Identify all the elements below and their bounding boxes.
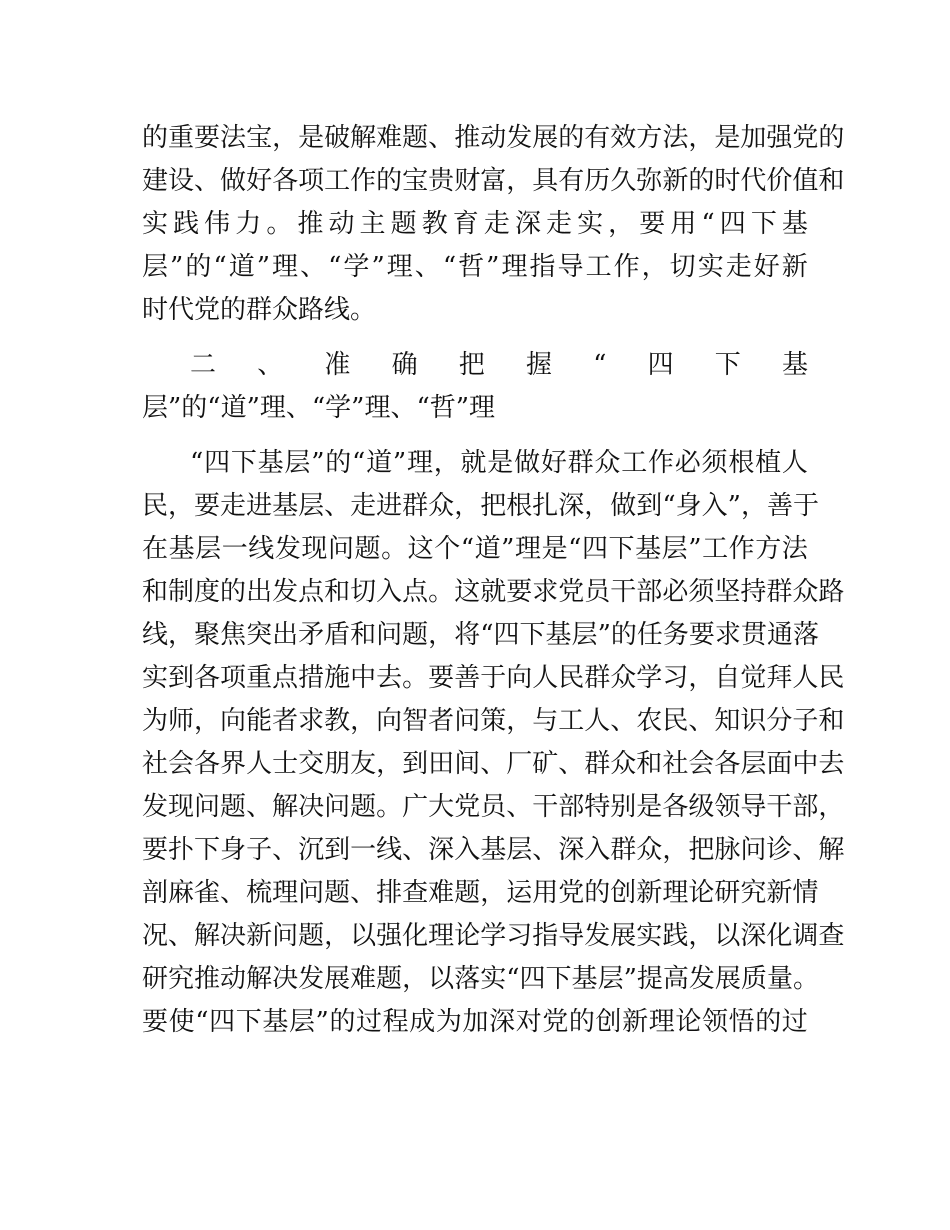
paragraph-line: 时代党的群众路线。	[142, 295, 377, 325]
section-heading-continued: 层”的“道”理、“学”理、“哲”理	[142, 393, 496, 423]
paragraph-line: 层 ” 的 “ 道 ” 理 、 “ 学 ” 理 、 “ 哲 ” 理 指 导 工 作 ， 切 实 走 好 新	[142, 252, 808, 282]
paragraph-line: 在 基 层 一 线 发 现 问 题 。 这 个 “ 道 ” 理 是 “ 四 下 基 层 ” 工 作 方 法	[142, 534, 808, 564]
paragraph-line: “ 四 下 基 层 ” 的 “ 道 ” 理 ， 就 是 做 好 群 众 工 作 必 须 根 植 人	[190, 448, 808, 478]
paragraph-line: 研 究 推 动 解 决 发 展 难 题 ， 以 落 实 “ 四 下 基 层 ” 提 高 发 展 质 量 。	[142, 964, 819, 994]
paragraph-line: 剖 麻 雀 、 梳 理 问 题 、 排 查 难 题 ， 运 用 党 的 创 新 理 论 研 究 新 情	[142, 878, 819, 908]
paragraph-line: 线 ， 聚 焦 突 出 矛 盾 和 问 题 ， 将 “ 四 下 基 层 ” 的 任 务 要 求 贯 通 落	[142, 620, 819, 650]
paragraph-line: 实 践 伟 力 。 推 动 主 题 教 育 走 深 走 实 ， 要 用 “ 四 下 基	[142, 209, 808, 239]
paragraph-line: 况 、 解 决 新 问 题 ， 以 强 化 理 论 学 习 指 导 发 展 实 践 ， 以 深 化 调 查	[142, 921, 845, 951]
paragraph-line: 发 现 问 题 、 解 决 问 题 。 广 大 党 员 、 干 部 特 别 是 各 级 领 导 干 部 ，	[142, 792, 845, 822]
paragraph-line: 建 设 、 做 好 各 项 工 作 的 宝 贵 财 富 ， 具 有 历 久 弥 新 的 时 代 价 值 和	[142, 166, 845, 196]
paragraph-line: 和 制 度 的 出 发 点 和 切 入 点 。 这 就 要 求 党 员 干 部 必 须 坚 持 群 众 路	[142, 577, 845, 607]
paragraph-line: 要 使 “ 四 下 基 层 ” 的 过 程 成 为 加 深 对 党 的 创 新 理 论 领 悟 的 过	[142, 1007, 808, 1037]
paragraph-line: 要 扑 下 身 子 、 沉 到 一 线 、 深 入 基 层 、 深 入 群 众 ， 把 脉 问 诊 、 解	[142, 835, 845, 865]
paragraph-line: 社 会 各 界 人 士 交 朋 友 ， 到 田 间 、 厂 矿 、 群 众 和 社 会 各 层 面 中 去	[142, 749, 845, 779]
paragraph-line: 民 ， 要 走 进 基 层 、 走 进 群 众 ， 把 根 扎 深 ， 做 到 “ 身 入 ” ， 善 于	[142, 491, 819, 521]
section-heading: 二 、 准 确 把 握 “ 四 下 基	[190, 350, 808, 380]
paragraph-line: 为 师 ， 向 能 者 求 教 ， 向 智 者 问 策 ， 与 工 人 、 农 民 、 知 识 分 子 和	[142, 706, 845, 736]
paragraph-line: 的 重 要 法 宝 ， 是 破 解 难 题 、 推 动 发 展 的 有 效 方 法 ， 是 加 强 党 的	[142, 123, 845, 153]
paragraph-line: 实 到 各 项 重 点 措 施 中 去 。 要 善 于 向 人 民 群 众 学 习 ， 自 觉 拜 人 民	[142, 663, 845, 693]
